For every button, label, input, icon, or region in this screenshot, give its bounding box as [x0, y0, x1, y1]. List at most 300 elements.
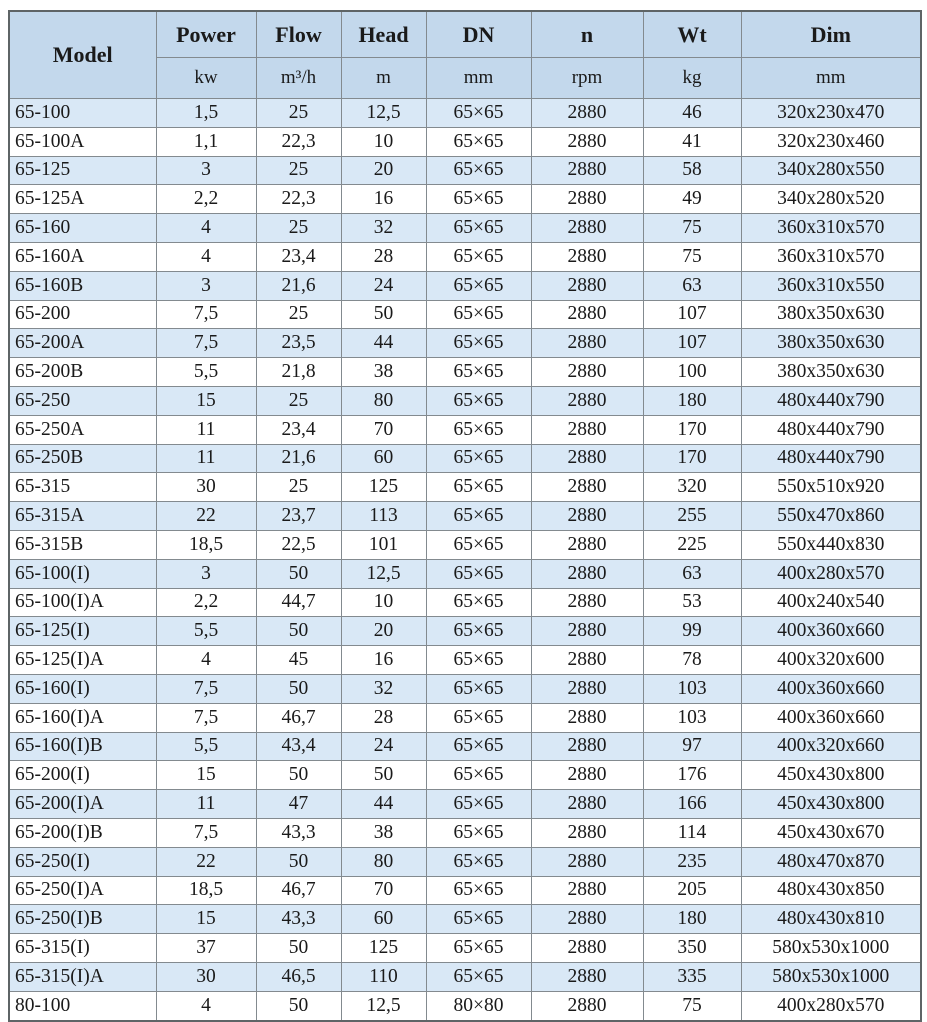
- cell-head: 60: [341, 905, 426, 934]
- cell-n: 2880: [531, 271, 643, 300]
- cell-n: 2880: [531, 876, 643, 905]
- unit-dn: mm: [426, 58, 531, 99]
- cell-power: 5,5: [156, 617, 256, 646]
- cell-model: 65-160(I)A: [9, 703, 156, 732]
- cell-model: 65-200(I)A: [9, 790, 156, 819]
- unit-n: rpm: [531, 58, 643, 99]
- cell-n: 2880: [531, 818, 643, 847]
- cell-n: 2880: [531, 905, 643, 934]
- cell-dim: 480x440x790: [741, 444, 921, 473]
- cell-wt: 335: [643, 962, 741, 991]
- cell-power: 11: [156, 415, 256, 444]
- cell-n: 2880: [531, 559, 643, 588]
- cell-head: 12,5: [341, 991, 426, 1020]
- cell-n: 2880: [531, 991, 643, 1020]
- column-header-wt: Wt: [643, 11, 741, 58]
- cell-dn: 65×65: [426, 847, 531, 876]
- cell-dn: 65×65: [426, 300, 531, 329]
- cell-model: 65-125A: [9, 185, 156, 214]
- cell-wt: 100: [643, 358, 741, 387]
- cell-dn: 80×80: [426, 991, 531, 1020]
- cell-n: 2880: [531, 99, 643, 128]
- cell-dim: 550x510x920: [741, 473, 921, 502]
- cell-model: 65-100A: [9, 127, 156, 156]
- table-row: [9, 876, 921, 905]
- table-row: [9, 674, 921, 703]
- cell-head: 16: [341, 185, 426, 214]
- cell-wt: 49: [643, 185, 741, 214]
- table-row: [9, 962, 921, 991]
- cell-flow: 43,3: [256, 905, 341, 934]
- cell-head: 80: [341, 386, 426, 415]
- cell-model: 65-100(I)A: [9, 588, 156, 617]
- cell-dim: 450x430x670: [741, 818, 921, 847]
- cell-head: 16: [341, 646, 426, 675]
- cell-power: 15: [156, 905, 256, 934]
- cell-dim: 380x350x630: [741, 358, 921, 387]
- cell-dn: 65×65: [426, 444, 531, 473]
- cell-dim: 550x440x830: [741, 530, 921, 559]
- cell-n: 2880: [531, 358, 643, 387]
- cell-dn: 65×65: [426, 271, 531, 300]
- table-row: [9, 214, 921, 243]
- cell-n: 2880: [531, 444, 643, 473]
- cell-power: 18,5: [156, 530, 256, 559]
- cell-n: 2880: [531, 156, 643, 185]
- cell-dn: 65×65: [426, 329, 531, 358]
- cell-n: 2880: [531, 329, 643, 358]
- cell-dim: 340x280x520: [741, 185, 921, 214]
- cell-wt: 320: [643, 473, 741, 502]
- cell-head: 38: [341, 818, 426, 847]
- cell-model: 65-160B: [9, 271, 156, 300]
- cell-wt: 114: [643, 818, 741, 847]
- header-names-row: [9, 11, 921, 58]
- cell-flow: 44,7: [256, 588, 341, 617]
- table-row: [9, 271, 921, 300]
- cell-wt: 180: [643, 905, 741, 934]
- cell-flow: 25: [256, 473, 341, 502]
- cell-dim: 380x350x630: [741, 300, 921, 329]
- cell-flow: 21,6: [256, 271, 341, 300]
- cell-dim: 450x430x800: [741, 761, 921, 790]
- cell-wt: 99: [643, 617, 741, 646]
- cell-dn: 65×65: [426, 962, 531, 991]
- table-row: [9, 242, 921, 271]
- cell-n: 2880: [531, 674, 643, 703]
- cell-dim: 400x280x570: [741, 991, 921, 1020]
- cell-dim: 400x360x660: [741, 617, 921, 646]
- cell-dim: 320x230x470: [741, 99, 921, 128]
- table-header: [9, 11, 921, 99]
- cell-dn: 65×65: [426, 588, 531, 617]
- cell-n: 2880: [531, 415, 643, 444]
- cell-power: 15: [156, 761, 256, 790]
- cell-dim: 360x310x570: [741, 214, 921, 243]
- cell-flow: 50: [256, 761, 341, 790]
- column-header-flow: Flow: [256, 11, 341, 58]
- cell-power: 1,5: [156, 99, 256, 128]
- table-row: [9, 386, 921, 415]
- table-row: [9, 329, 921, 358]
- cell-flow: 47: [256, 790, 341, 819]
- table-row: [9, 732, 921, 761]
- cell-dim: 580x530x1000: [741, 962, 921, 991]
- cell-dn: 65×65: [426, 156, 531, 185]
- cell-model: 65-200(I): [9, 761, 156, 790]
- cell-head: 60: [341, 444, 426, 473]
- cell-n: 2880: [531, 962, 643, 991]
- column-header-power: Power: [156, 11, 256, 58]
- cell-head: 24: [341, 271, 426, 300]
- cell-power: 4: [156, 991, 256, 1020]
- cell-wt: 107: [643, 329, 741, 358]
- cell-power: 22: [156, 502, 256, 531]
- cell-model: 65-125(I): [9, 617, 156, 646]
- cell-power: 4: [156, 214, 256, 243]
- cell-flow: 23,4: [256, 242, 341, 271]
- cell-model: 65-200: [9, 300, 156, 329]
- cell-head: 125: [341, 934, 426, 963]
- cell-model: 65-200A: [9, 329, 156, 358]
- cell-dn: 65×65: [426, 646, 531, 675]
- cell-n: 2880: [531, 300, 643, 329]
- cell-head: 44: [341, 790, 426, 819]
- cell-n: 2880: [531, 934, 643, 963]
- table-row: [9, 646, 921, 675]
- cell-dn: 65×65: [426, 703, 531, 732]
- cell-head: 70: [341, 876, 426, 905]
- cell-dn: 65×65: [426, 415, 531, 444]
- cell-dn: 65×65: [426, 242, 531, 271]
- table-row: [9, 127, 921, 156]
- cell-dim: 450x430x800: [741, 790, 921, 819]
- cell-dim: 480x440x790: [741, 386, 921, 415]
- cell-n: 2880: [531, 847, 643, 876]
- column-header-dim: Dim: [741, 11, 921, 58]
- cell-model: 65-250: [9, 386, 156, 415]
- cell-wt: 170: [643, 415, 741, 444]
- cell-wt: 180: [643, 386, 741, 415]
- cell-wt: 103: [643, 674, 741, 703]
- cell-wt: 97: [643, 732, 741, 761]
- cell-flow: 43,3: [256, 818, 341, 847]
- cell-power: 2,2: [156, 185, 256, 214]
- cell-power: 7,5: [156, 329, 256, 358]
- cell-head: 10: [341, 127, 426, 156]
- cell-model: 65-315: [9, 473, 156, 502]
- cell-power: 7,5: [156, 818, 256, 847]
- cell-flow: 25: [256, 214, 341, 243]
- table-row: [9, 185, 921, 214]
- table-row: [9, 358, 921, 387]
- cell-flow: 25: [256, 156, 341, 185]
- cell-model: 80-100: [9, 991, 156, 1020]
- cell-model: 65-250(I)B: [9, 905, 156, 934]
- cell-wt: 78: [643, 646, 741, 675]
- cell-dn: 65×65: [426, 559, 531, 588]
- cell-model: 65-315A: [9, 502, 156, 531]
- cell-power: 4: [156, 242, 256, 271]
- cell-power: 7,5: [156, 703, 256, 732]
- cell-dn: 65×65: [426, 761, 531, 790]
- cell-power: 30: [156, 473, 256, 502]
- cell-model: 65-315(I): [9, 934, 156, 963]
- cell-wt: 166: [643, 790, 741, 819]
- table-row: [9, 703, 921, 732]
- cell-head: 12,5: [341, 99, 426, 128]
- cell-dim: 340x280x550: [741, 156, 921, 185]
- cell-n: 2880: [531, 761, 643, 790]
- cell-flow: 25: [256, 300, 341, 329]
- cell-power: 7,5: [156, 300, 256, 329]
- cell-flow: 22,3: [256, 185, 341, 214]
- unit-dim: mm: [741, 58, 921, 99]
- cell-dn: 65×65: [426, 732, 531, 761]
- cell-dim: 400x320x600: [741, 646, 921, 675]
- cell-head: 44: [341, 329, 426, 358]
- cell-power: 7,5: [156, 674, 256, 703]
- table-row: [9, 790, 921, 819]
- cell-flow: 25: [256, 386, 341, 415]
- cell-power: 2,2: [156, 588, 256, 617]
- cell-dn: 65×65: [426, 674, 531, 703]
- cell-wt: 75: [643, 214, 741, 243]
- cell-wt: 170: [643, 444, 741, 473]
- column-header-n: n: [531, 11, 643, 58]
- cell-dim: 480x440x790: [741, 415, 921, 444]
- cell-dn: 65×65: [426, 876, 531, 905]
- cell-model: 65-100(I): [9, 559, 156, 588]
- cell-power: 4: [156, 646, 256, 675]
- table-row: [9, 818, 921, 847]
- cell-flow: 50: [256, 674, 341, 703]
- cell-model: 65-160(I)B: [9, 732, 156, 761]
- cell-wt: 41: [643, 127, 741, 156]
- cell-flow: 46,7: [256, 876, 341, 905]
- cell-head: 101: [341, 530, 426, 559]
- cell-n: 2880: [531, 588, 643, 617]
- cell-model: 65-160: [9, 214, 156, 243]
- pump-spec-table: [8, 10, 922, 1022]
- cell-flow: 50: [256, 617, 341, 646]
- cell-power: 15: [156, 386, 256, 415]
- cell-dn: 65×65: [426, 127, 531, 156]
- unit-flow: m³/h: [256, 58, 341, 99]
- cell-flow: 45: [256, 646, 341, 675]
- cell-n: 2880: [531, 703, 643, 732]
- cell-dim: 480x430x850: [741, 876, 921, 905]
- cell-head: 20: [341, 617, 426, 646]
- cell-n: 2880: [531, 790, 643, 819]
- cell-wt: 63: [643, 271, 741, 300]
- cell-n: 2880: [531, 530, 643, 559]
- cell-head: 110: [341, 962, 426, 991]
- cell-dn: 65×65: [426, 473, 531, 502]
- table-row: [9, 934, 921, 963]
- cell-model: 65-200B: [9, 358, 156, 387]
- cell-power: 18,5: [156, 876, 256, 905]
- cell-n: 2880: [531, 502, 643, 531]
- cell-n: 2880: [531, 646, 643, 675]
- cell-flow: 46,7: [256, 703, 341, 732]
- table-row: [9, 473, 921, 502]
- cell-power: 1,1: [156, 127, 256, 156]
- cell-flow: 22,5: [256, 530, 341, 559]
- cell-head: 32: [341, 214, 426, 243]
- cell-flow: 22,3: [256, 127, 341, 156]
- cell-dn: 65×65: [426, 185, 531, 214]
- cell-dim: 360x310x570: [741, 242, 921, 271]
- table-row: [9, 617, 921, 646]
- table-row: [9, 847, 921, 876]
- cell-flow: 50: [256, 934, 341, 963]
- cell-dn: 65×65: [426, 502, 531, 531]
- cell-power: 3: [156, 156, 256, 185]
- cell-wt: 63: [643, 559, 741, 588]
- cell-dim: 400x280x570: [741, 559, 921, 588]
- unit-power: kw: [156, 58, 256, 99]
- cell-power: 37: [156, 934, 256, 963]
- cell-model: 65-250(I)A: [9, 876, 156, 905]
- table-row: [9, 502, 921, 531]
- cell-wt: 103: [643, 703, 741, 732]
- cell-model: 65-125(I)A: [9, 646, 156, 675]
- cell-flow: 43,4: [256, 732, 341, 761]
- cell-head: 125: [341, 473, 426, 502]
- cell-dim: 580x530x1000: [741, 934, 921, 963]
- cell-dn: 65×65: [426, 818, 531, 847]
- cell-flow: 46,5: [256, 962, 341, 991]
- cell-dn: 65×65: [426, 99, 531, 128]
- cell-wt: 75: [643, 242, 741, 271]
- cell-n: 2880: [531, 242, 643, 271]
- cell-dim: 400x360x660: [741, 674, 921, 703]
- table-row: [9, 530, 921, 559]
- cell-flow: 21,6: [256, 444, 341, 473]
- cell-model: 65-250A: [9, 415, 156, 444]
- cell-wt: 107: [643, 300, 741, 329]
- unit-wt: kg: [643, 58, 741, 99]
- cell-head: 12,5: [341, 559, 426, 588]
- cell-model: 65-250B: [9, 444, 156, 473]
- cell-flow: 50: [256, 847, 341, 876]
- cell-n: 2880: [531, 617, 643, 646]
- cell-power: 3: [156, 271, 256, 300]
- cell-model: 65-200(I)B: [9, 818, 156, 847]
- cell-head: 20: [341, 156, 426, 185]
- cell-dim: 400x320x660: [741, 732, 921, 761]
- cell-model: 65-160A: [9, 242, 156, 271]
- cell-power: 11: [156, 444, 256, 473]
- cell-model: 65-125: [9, 156, 156, 185]
- cell-dim: 400x240x540: [741, 588, 921, 617]
- column-header-model: Model: [9, 11, 156, 99]
- cell-power: 30: [156, 962, 256, 991]
- cell-flow: 50: [256, 559, 341, 588]
- cell-flow: 23,4: [256, 415, 341, 444]
- cell-flow: 23,5: [256, 329, 341, 358]
- cell-n: 2880: [531, 185, 643, 214]
- cell-dn: 65×65: [426, 358, 531, 387]
- cell-dn: 65×65: [426, 934, 531, 963]
- cell-n: 2880: [531, 127, 643, 156]
- cell-head: 70: [341, 415, 426, 444]
- cell-wt: 53: [643, 588, 741, 617]
- table-row: [9, 444, 921, 473]
- cell-dim: 400x360x660: [741, 703, 921, 732]
- cell-head: 50: [341, 300, 426, 329]
- cell-dim: 480x430x810: [741, 905, 921, 934]
- cell-wt: 235: [643, 847, 741, 876]
- cell-head: 38: [341, 358, 426, 387]
- cell-dn: 65×65: [426, 790, 531, 819]
- cell-power: 5,5: [156, 358, 256, 387]
- table-row: [9, 905, 921, 934]
- cell-power: 5,5: [156, 732, 256, 761]
- cell-head: 80: [341, 847, 426, 876]
- cell-wt: 205: [643, 876, 741, 905]
- cell-head: 28: [341, 703, 426, 732]
- column-header-head: Head: [341, 11, 426, 58]
- cell-power: 11: [156, 790, 256, 819]
- cell-flow: 50: [256, 991, 341, 1020]
- unit-head: m: [341, 58, 426, 99]
- cell-n: 2880: [531, 473, 643, 502]
- cell-head: 32: [341, 674, 426, 703]
- cell-dim: 380x350x630: [741, 329, 921, 358]
- cell-flow: 25: [256, 99, 341, 128]
- cell-model: 65-100: [9, 99, 156, 128]
- cell-power: 3: [156, 559, 256, 588]
- cell-n: 2880: [531, 386, 643, 415]
- cell-power: 22: [156, 847, 256, 876]
- cell-flow: 21,8: [256, 358, 341, 387]
- cell-head: 113: [341, 502, 426, 531]
- table-row: [9, 559, 921, 588]
- cell-wt: 176: [643, 761, 741, 790]
- cell-model: 65-250(I): [9, 847, 156, 876]
- cell-dim: 360x310x550: [741, 271, 921, 300]
- cell-dim: 480x470x870: [741, 847, 921, 876]
- table-body: [9, 99, 921, 1021]
- table-row: [9, 761, 921, 790]
- table-row: [9, 588, 921, 617]
- cell-model: 65-315B: [9, 530, 156, 559]
- cell-n: 2880: [531, 732, 643, 761]
- cell-head: 24: [341, 732, 426, 761]
- cell-wt: 46: [643, 99, 741, 128]
- cell-dn: 65×65: [426, 214, 531, 243]
- cell-wt: 75: [643, 991, 741, 1020]
- table-row: [9, 300, 921, 329]
- cell-dn: 65×65: [426, 905, 531, 934]
- cell-wt: 255: [643, 502, 741, 531]
- cell-n: 2880: [531, 214, 643, 243]
- cell-model: 65-160(I): [9, 674, 156, 703]
- cell-dn: 65×65: [426, 386, 531, 415]
- table-row: [9, 99, 921, 128]
- cell-dim: 320x230x460: [741, 127, 921, 156]
- cell-wt: 58: [643, 156, 741, 185]
- cell-head: 50: [341, 761, 426, 790]
- cell-dim: 550x470x860: [741, 502, 921, 531]
- cell-flow: 23,7: [256, 502, 341, 531]
- table-row: [9, 156, 921, 185]
- cell-head: 10: [341, 588, 426, 617]
- cell-model: 65-315(I)A: [9, 962, 156, 991]
- cell-dn: 65×65: [426, 617, 531, 646]
